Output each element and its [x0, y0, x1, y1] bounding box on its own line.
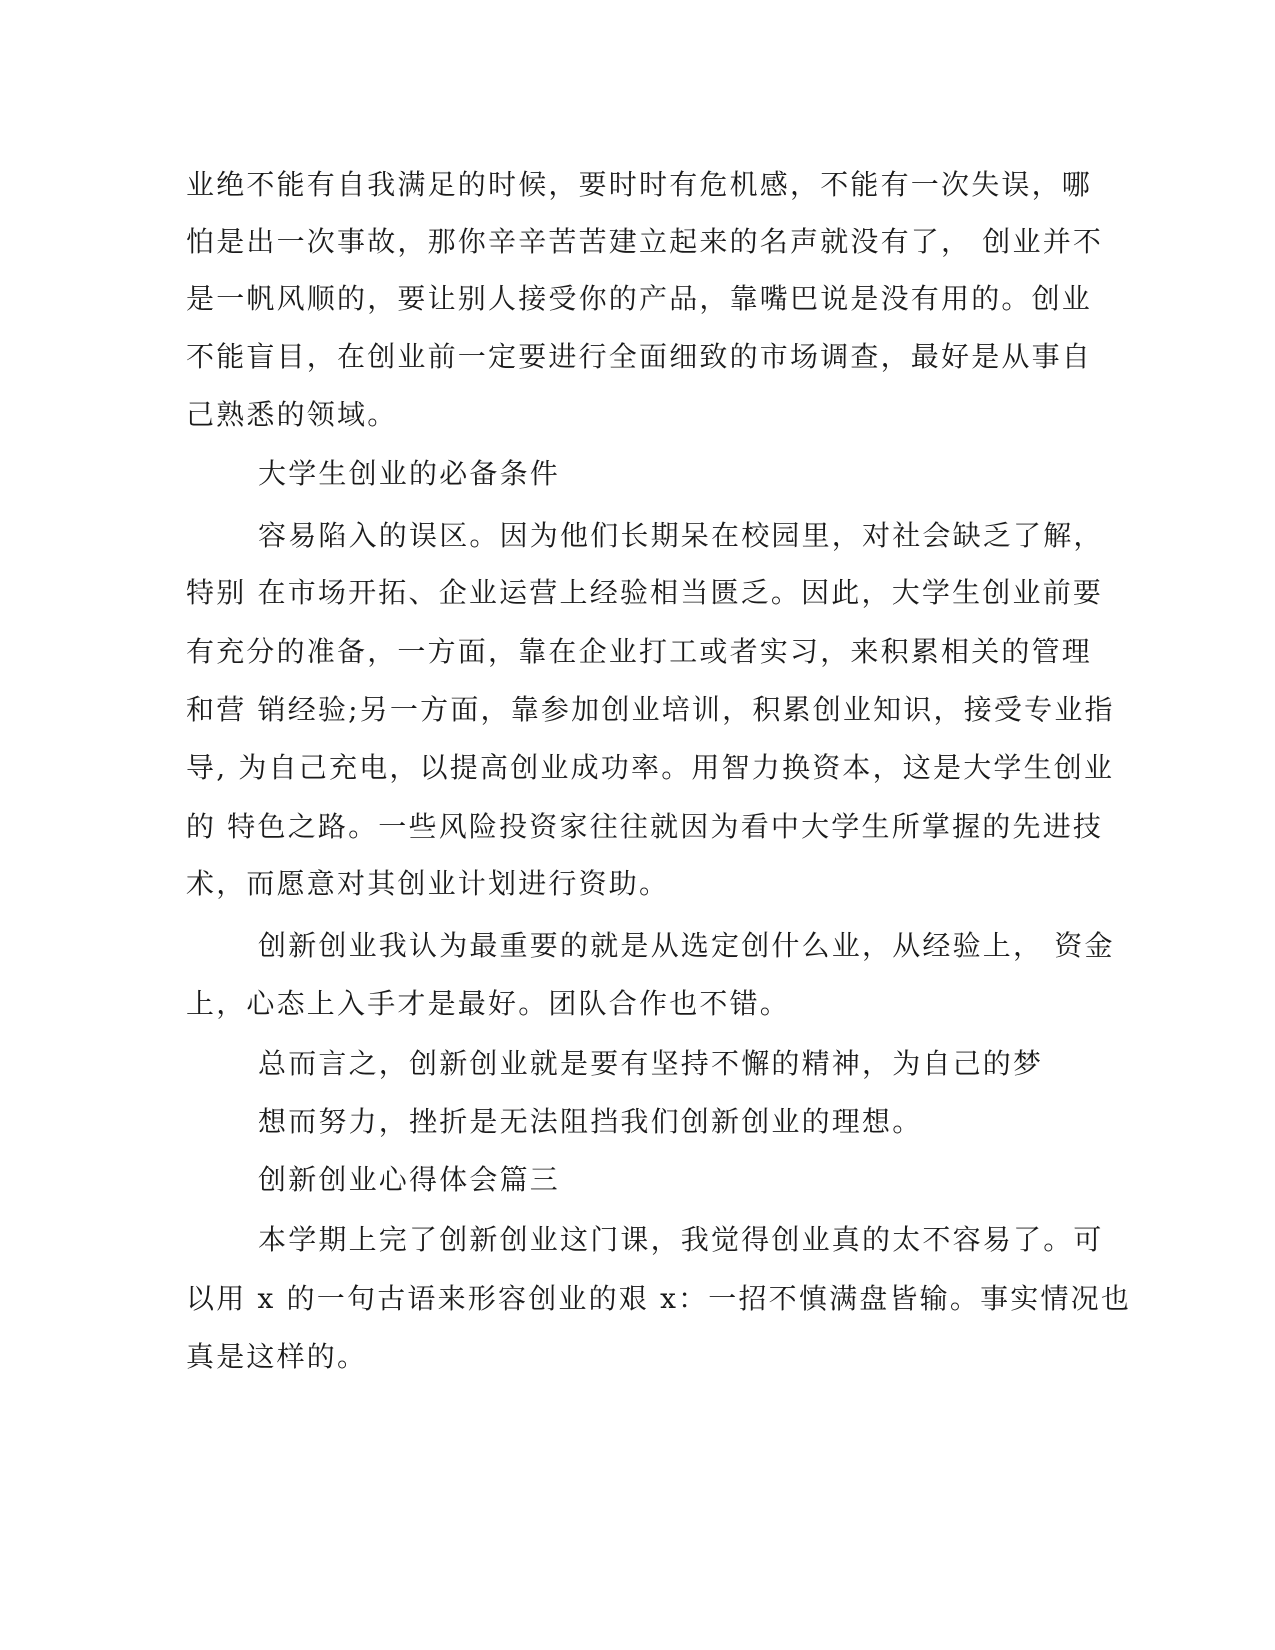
- text-line: 有充分的准备，一方面，靠在企业打工或者实习，来积累相关的管理: [186, 635, 1093, 668]
- text-line: 本学期上完了创新创业这门课，我觉得创业真的太不容易了。可: [258, 1223, 1104, 1256]
- text-line: 总而言之，创新创业就是要有坚持不懈的精神，为自己的梦: [258, 1047, 1044, 1080]
- text-line: 业绝不能有自我满足的时候，要时时有危机感，不能有一次失误，哪: [186, 168, 1093, 201]
- text-line: 创新创业我认为最重要的就是从选定创什么业，从经验上， 资金: [258, 929, 1115, 962]
- text-line: 和营 销经验;另一方面，靠参加创业培训，积累创业知识，接受专业指: [186, 693, 1115, 726]
- text-line: 以用 x 的一句古语来形容创业的艰 x：一招不慎满盘皆输。事实情况也: [186, 1282, 1132, 1315]
- text-line: 导, 为自己充电，以提高创业成功率。用智力换资本，这是大学生创业: [186, 751, 1115, 784]
- text-line: 想而努力，挫折是无法阻挡我们创新创业的理想。: [258, 1105, 923, 1138]
- text-line: 己熟悉的领域。: [186, 398, 398, 431]
- text-line: 特别 在市场开拓、企业运营上经验相当匮乏。因此，大学生创业前要: [186, 576, 1104, 609]
- text-line: 是一帆风顺的，要让别人接受你的产品，靠嘴巴说是没有用的。创业: [186, 282, 1093, 315]
- text-line: 不能盲目，在创业前一定要进行全面细致的市场调查，最好是从事自: [186, 340, 1093, 373]
- text-line: 真是这样的。: [186, 1340, 368, 1373]
- section-heading: 大学生创业的必备条件: [258, 457, 561, 490]
- section-heading: 创新创业心得体会篇三: [258, 1163, 561, 1196]
- text-line: 怕是出一次事故，那你辛辛苦苦建立起来的名声就没有了， 创业并不: [186, 225, 1104, 258]
- text-line: 的 特色之路。一些风险投资家往往就因为看中大学生所掌握的先进技: [186, 810, 1104, 843]
- text-line: 容易陷入的误区。因为他们长期呆在校园里，对社会缺乏了解，: [258, 519, 1104, 552]
- text-line: 上，心态上入手才是最好。团队合作也不错。: [186, 987, 791, 1020]
- text-line: 术，而愿意对其创业计划进行资助。: [186, 867, 670, 900]
